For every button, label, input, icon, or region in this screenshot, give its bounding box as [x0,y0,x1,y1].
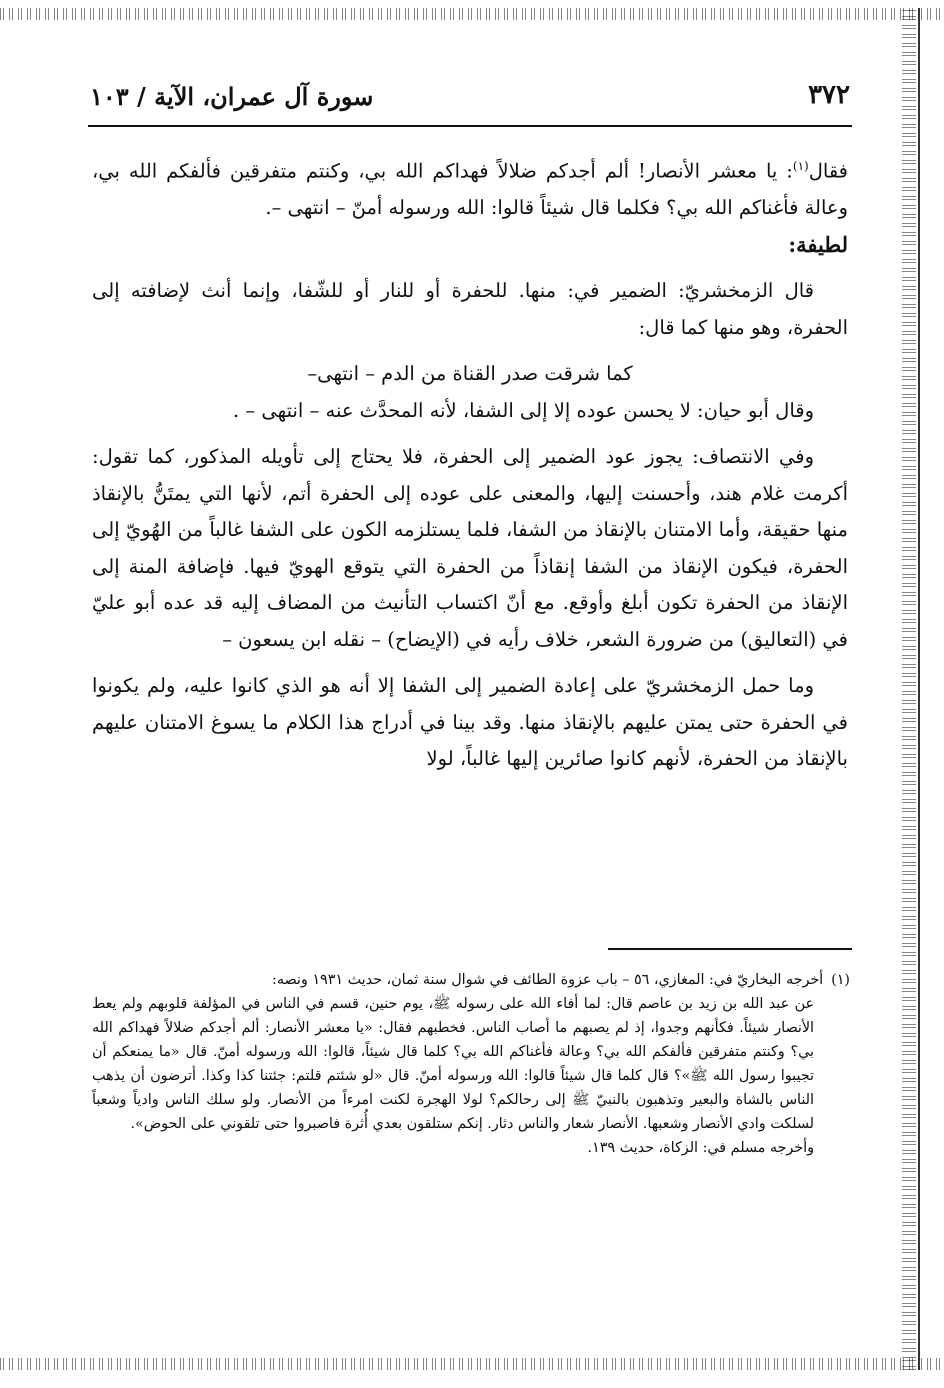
decorative-border-right-line [918,8,920,1370]
page-number: ٣٧٢ [808,80,850,110]
decorative-border-right [902,8,916,1370]
footnotes [92,968,850,1160]
footnote-hadith-text: عن عبد الله بن زيد بن عاصم قال: لما أفاء الله على رسوله ﷺ، يوم حنين، قسم في الناس في المؤلفة قلوبهم ولم يعط الأنصار شيئاً. فكأنهم وجدوا، إذ لم يصبهم ما أصاب الناس. فخطبهم فقال: «يا معشر الأنصار: ألم أجدكم ضلالاً فهداكم الله بي؟ وكنتم متفرقين فألفكم الله بي؟ وعالة فأغناكم الله بي؟ كلما قال شيئاً، قالوا: الله ورسوله أمنّ. قال «ما يمنعكم أن تجيبوا رسول الله ﷺ»؟ قال كلما قال شيئاً قالوا: الله ورسوله أمنّ. قال «لو شئتم قلتم: جئتنا كذا وكذا. أترضون أن يذهب الناس بالشاة والبعير وتذهبون بالنبيّ ﷺ إلى رحالكم؟ لولا الهجرة لكنت امرءاً من الأنصار. ولو سلك الناس وادياً وشعباً لسلكت وادي الأنصار وشعبها. الأنصار شعار والناس دثار. إنكم ستلقون بعدي أُثرة فاصبروا حتى تلقوني على الحوض». [92,996,814,1132]
paragraph-closing: وما حمل الزمخشريّ على إعادة الضمير إلى الشفا إلا أنه هو الذي كانوا عليه، ولم يكونوا في الحفرة حتى يمتن عليهم بالإنقاذ منها. وقد بينا في أدراج هذا الكلام ما يسوغ الامتنان عليهم بالإنقاذ من الحفرة، لأنهم كانوا صائرين إليها غالباً، لولا [92,674,848,770]
quote-lead: فقال [808,159,848,183]
page-header [90,80,850,120]
paragraph-abu-hayyan: وقال أبو حيان: لا يحسن عوده إلا إلى الشفا، لأنه المحدَّث عنه – انتهى – . [233,398,814,422]
running-title: سورة آل عمران، الآية / ١٠٣ [90,82,374,111]
quote-text: : يا معشر الأنصار! ألم أجدكم ضلالاً فهداكم الله بي، وكنتم متفرقين فألفكم الله بي، وعالة فأغناكم الله بي؟ فكلما قال شيئاً قالوا: الله ورسوله أمنّ – انتهى –. [92,159,848,219]
footnote-rule [608,948,852,950]
decorative-border-bottom [0,1358,944,1370]
paragraph-intisaf: وفي الانتصاف: يجوز عود الضمير إلى الحفرة، فلا يحتاج إلى تأويله المذكور، كما تقول: أكرمت غلام هند، وأحسنت إليها، والمعنى على عوده إلى الحفرة أتم، لأنها التي يمتَنُّ بالإنقاذ منها حقيقة، وأما الامتنان بالإنقاذ من الشفا، فلما يستلزمه الكون على الشفا غالباً من الهُويّ إلى الحفرة، فيكون الإنقاذ من الشفا إنقاذاً من الحفرة التي يتوقع الهويّ فيها. فإضافة المنة إلى الإنقاذ من الحفرة تكون أبلغ وأوقع. مع أنّ اكتساب التأنيث من المضاف إليه قد عده أبو عليّ في (التعاليق) من ضرورة الشعر، خلاف رأيه في (الإيضاح) – نقله ابن يسعون – [92,445,848,651]
paragraph-zamakhshari: قال الزمخشريّ: الضمير في: منها. للحفرة أو للنار أو للشّفا، وإنما أنث لإضافته إلى الحفرة، وهو منها كما قال: [92,279,848,339]
footnote-marker: (١) [831,972,850,988]
footnote-muslim-reference: وأخرجه مسلم في: الزكاة، حديث ١٣٩. [587,1140,814,1156]
header-rule [88,125,852,127]
decorative-border-top [0,8,944,20]
footnote-source: أخرجه البخاريّ في: المغازي، ٥٦ – باب عزوة الطائف في شوال سنة ثمان، حديث ١٩٣١ ونصه: [272,972,824,988]
main-text [92,148,848,778]
footnote-first-line [92,968,850,992]
footnote-ref: (١) [792,159,809,173]
paragraph-quote [92,148,848,227]
section-heading: لطيفة: [788,231,848,257]
verse-line: كما شرقت صدر القناة من الدم – انتهى– [307,362,633,385]
